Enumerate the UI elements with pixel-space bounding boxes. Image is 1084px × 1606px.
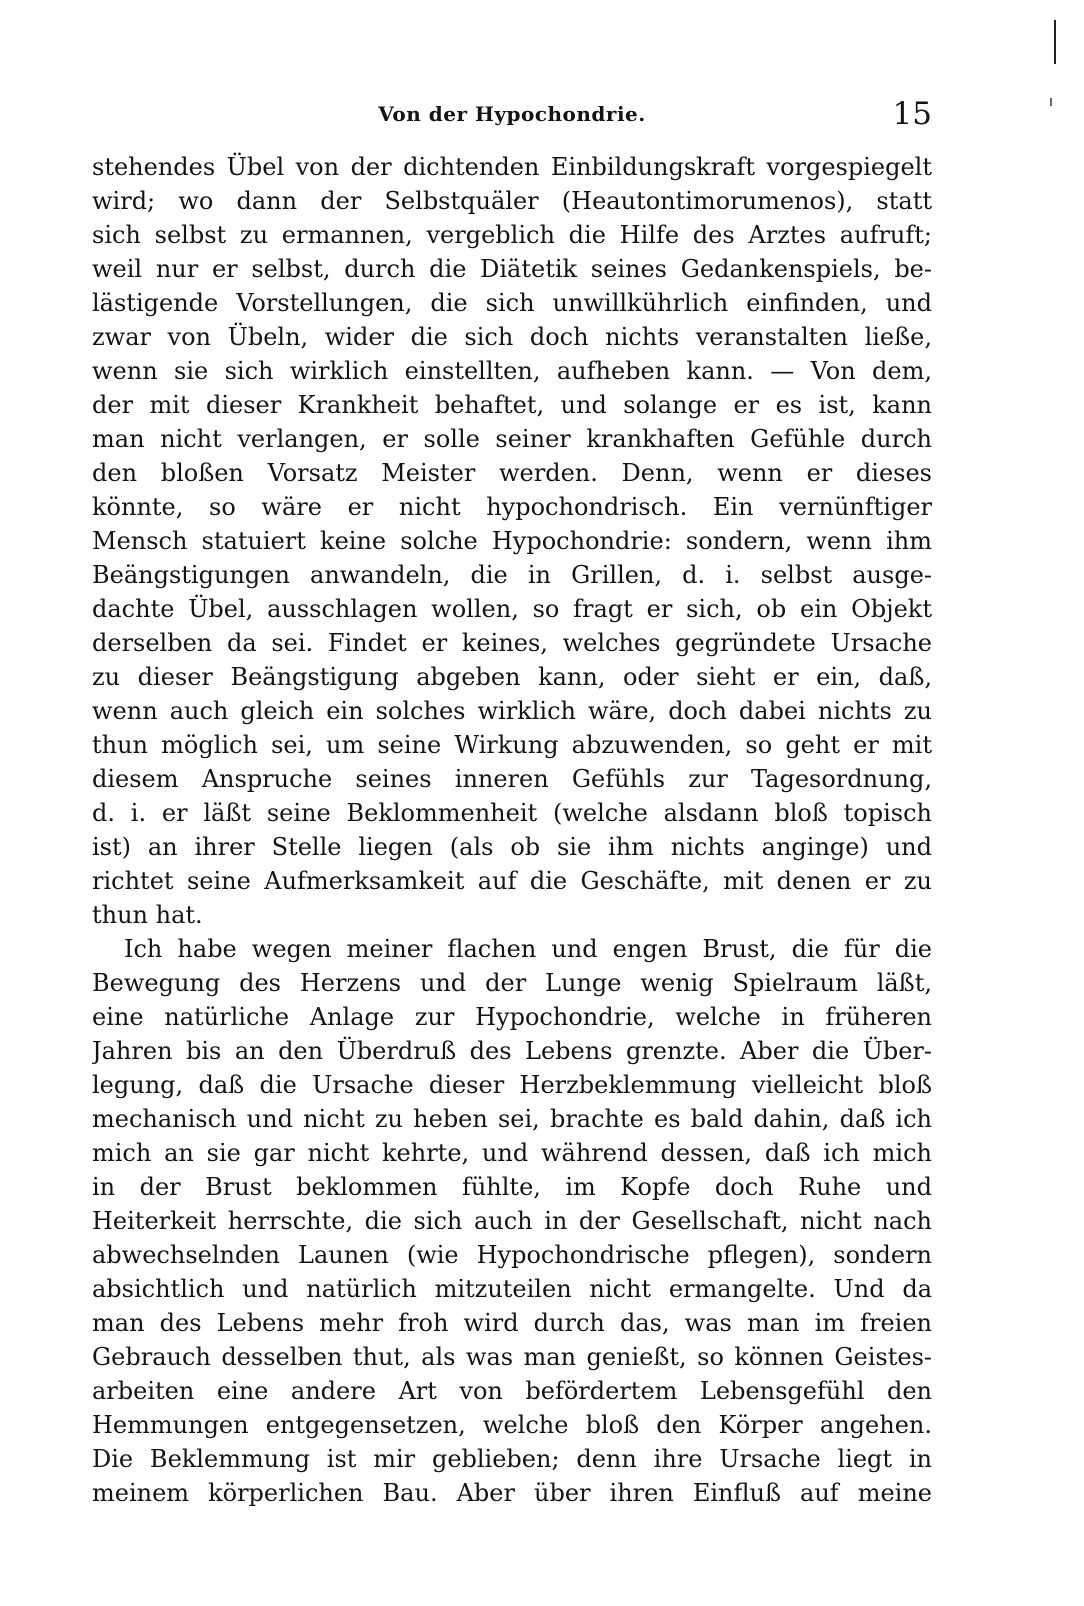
text-line: richtet seine Aufmerksamkeit auf die Geschäfte, mit denen er zu [92, 867, 932, 895]
text-line: arbeiten eine andere Art von befördertem Lebensgefühl den [92, 1377, 932, 1405]
text-line: der mit dieser Krankheit behaftet, und solange er es ist, kann [92, 391, 932, 419]
text-line: stehendes Übel von der dichtenden Einbildungskraft vorgespiegelt [92, 153, 932, 181]
text-line: derselben da sei. Findet er keines, welches gegründete Ursache [92, 629, 932, 657]
text-line: Bewegung des Herzens und der Lunge wenig Spielraum läßt, [92, 969, 932, 997]
paragraph-end-line: thun hat. [92, 901, 203, 929]
text-line: abwechselnden Launen (wie Hypochondrische pflegen), sondern [92, 1241, 932, 1269]
text-line: mechanisch und nicht zu heben sei, brachte es bald dahin, daß ich [92, 1105, 932, 1133]
text-line: Jahren bis an den Überdruß des Lebens grenzte. Aber die Über- [92, 1037, 932, 1065]
text-line: ist) an ihrer Stelle liegen (als ob sie ihm nichts anginge) und [92, 833, 932, 861]
text-line: Mensch statuiert keine solche Hypochondrie: sondern, wenn ihm [92, 527, 932, 555]
text-line: eine natürliche Anlage zur Hypochondrie, welche in früheren [92, 1003, 932, 1031]
text-line: dachte Übel, ausschlagen wollen, so fragt er sich, ob ein Objekt [92, 595, 932, 623]
text-line: könnte, so wäre er nicht hypochondrisch. Ein vernünftiger [92, 493, 932, 521]
page-edge-dot [1050, 98, 1052, 106]
text-line: sich selbst zu ermannen, vergeblich die Hilfe des Arztes aufruft; [92, 221, 932, 249]
text-line: weil nur er selbst, durch die Diätetik seines Gedankenspiels, be- [92, 255, 932, 283]
text-line: zwar von Übeln, wider die sich doch nichts veranstalten ließe, [92, 323, 932, 351]
page-header [92, 96, 932, 136]
text-line: lästigende Vorstellungen, die sich unwillkührlich einfinden, und [92, 289, 932, 317]
text-line: Die Beklemmung ist mir geblieben; denn ihre Ursache liegt in [92, 1445, 932, 1473]
text-line: zu dieser Beängstigung abgeben kann, oder sieht er ein, daß, [92, 663, 932, 691]
text-line: meinem körperlichen Bau. Aber über ihren Einfluß auf meine [92, 1479, 932, 1507]
text-line: den bloßen Vorsatz Meister werden. Denn, wenn er dieses [92, 459, 932, 487]
paragraph-start-line: Ich habe wegen meiner flachen und engen Brust, die für die [124, 935, 932, 963]
text-line: Hemmungen entgegensetzen, welche bloß den Körper angehen. [92, 1411, 932, 1439]
text-line: man des Lebens mehr froh wird durch das, was man im freien [92, 1309, 932, 1337]
text-line: legung, daß die Ursache dieser Herzbeklemmung vielleicht bloß [92, 1071, 932, 1099]
page-edge-mark [1054, 20, 1056, 64]
text-line: absichtlich und natürlich mitzuteilen nicht ermangelte. Und da [92, 1275, 932, 1303]
text-line: Heiterkeit herrschte, die sich auch in der Gesellschaft, nicht nach [92, 1207, 932, 1235]
running-head: Von der Hypochondrie. [378, 102, 646, 126]
text-line: wenn sie sich wirklich einstellten, aufheben kann. — Von dem, [92, 357, 932, 385]
text-line: wird; wo dann der Selbstquäler (Heautontimorumenos), statt [92, 187, 932, 215]
text-line: Beängstigungen anwandeln, die in Grillen, d. i. selbst ausge- [92, 561, 932, 589]
text-line: d. i. er läßt seine Beklommenheit (welche alsdann bloß topisch [92, 799, 932, 827]
text-line: Gebrauch desselben thut, als was man genießt, so können Geistes- [92, 1343, 932, 1371]
text-line: wenn auch gleich ein solches wirklich wäre, doch dabei nichts zu [92, 697, 932, 725]
page-number: 15 [892, 96, 932, 132]
text-line: thun möglich sei, um seine Wirkung abzuwenden, so geht er mit [92, 731, 932, 759]
body-text [92, 150, 932, 1510]
text-line: in der Brust beklommen fühlte, im Kopfe doch Ruhe und [92, 1173, 932, 1201]
text-line: diesem Anspruche seines inneren Gefühls zur Tagesordnung, [92, 765, 932, 793]
text-line: man nicht verlangen, er solle seiner krankhaften Gefühle durch [92, 425, 932, 453]
text-line: mich an sie gar nicht kehrte, und während dessen, daß ich mich [92, 1139, 932, 1167]
